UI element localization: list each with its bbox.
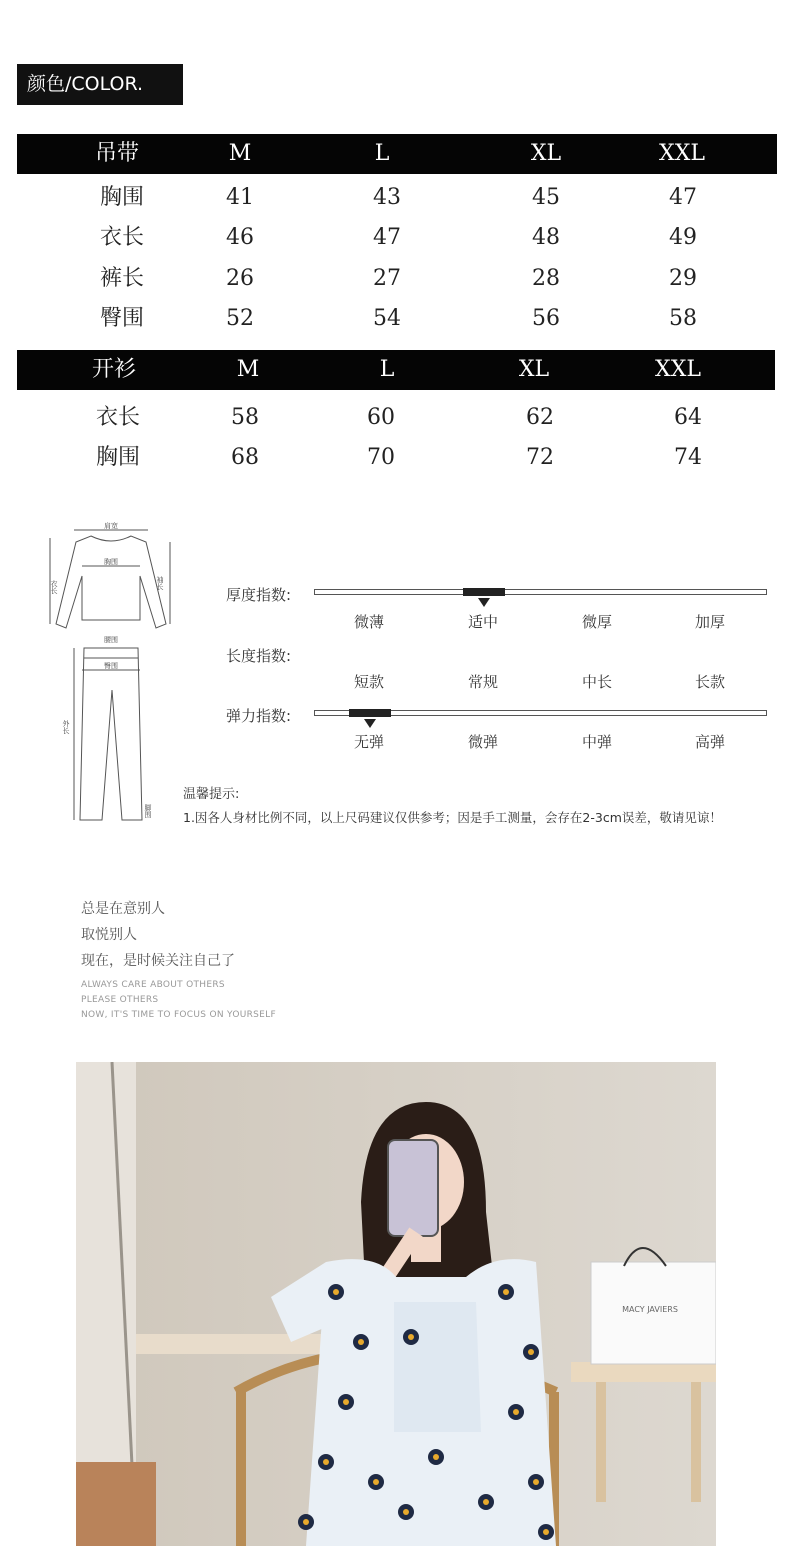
header-cell: M	[228, 141, 252, 166]
outer-length-label: 外长	[62, 720, 70, 734]
thickness-bar	[314, 589, 767, 595]
table-row	[0, 301, 790, 337]
row-label: 胸围	[95, 445, 140, 470]
camisole	[394, 1302, 481, 1432]
option-label: 微厚	[581, 613, 612, 631]
table-row	[0, 180, 790, 216]
table-row	[0, 261, 790, 297]
body-length-label: 衣长	[50, 580, 58, 594]
color-tag: 颜色/COLOR.	[17, 64, 183, 105]
elasticity-options	[0, 731, 790, 751]
thickness-arrow-icon	[478, 598, 490, 607]
table-row	[0, 440, 790, 476]
slogan-en-line: PLEASE OTHERS	[81, 995, 159, 1005]
table-cell: 48	[532, 225, 560, 250]
header-cell: XXL	[659, 141, 705, 166]
table-cell: 47	[373, 225, 401, 250]
table-cell: 68	[231, 445, 259, 470]
bag-text: MACY JAVIERS	[622, 1305, 678, 1314]
row-label: 胸围	[99, 185, 144, 210]
thickness-label: 厚度指数:	[226, 586, 292, 604]
length-options	[0, 671, 790, 691]
option-label: 中长	[581, 673, 612, 691]
option-label: 常规	[467, 673, 498, 691]
table-cell: 74	[674, 445, 702, 470]
waist-label: 腰围	[104, 636, 118, 644]
header-cell: L	[374, 141, 390, 166]
table-cell: 58	[231, 405, 259, 430]
slogan-line: 总是在意别人	[81, 901, 165, 917]
row-label: 臀围	[99, 306, 144, 331]
header-cell: 开衫	[91, 357, 136, 382]
option-label: 加厚	[694, 613, 725, 631]
option-label: 中弹	[581, 733, 612, 751]
table-cell: 26	[226, 266, 254, 291]
table-cell: 41	[226, 185, 254, 210]
leg-opening-label: 脚围	[144, 804, 152, 818]
table-cell: 43	[373, 185, 401, 210]
header-cell: 吊带	[94, 141, 139, 166]
camisole-table-header	[17, 134, 777, 174]
table-cell: 46	[226, 225, 254, 250]
option-label: 短款	[353, 673, 384, 691]
option-label: 高弹	[694, 733, 725, 751]
option-label: 微薄	[353, 613, 384, 631]
thickness-options	[0, 611, 790, 631]
floor	[76, 1462, 156, 1546]
table-cell: 56	[532, 306, 560, 331]
header-cell: XL	[530, 141, 562, 166]
table-cell: 70	[367, 445, 395, 470]
header-cell: M	[236, 357, 260, 382]
row-label: 裤长	[99, 266, 144, 291]
table-cell: 47	[669, 185, 697, 210]
table-cell: 60	[367, 405, 395, 430]
tips-title: 温馨提示:	[183, 787, 240, 802]
header-cell: XXL	[655, 357, 701, 382]
elasticity-label: 弹力指数:	[226, 707, 292, 725]
table-cell: 27	[373, 266, 401, 291]
table-cell: 49	[669, 225, 697, 250]
tips-line: 1.因各人身材比例不同，以上尺码建议仅供参考；因是手工测量，会存在2-3cm误差，敬请见谅！	[183, 810, 722, 825]
option-label: 微弹	[467, 733, 498, 751]
header-cell: XL	[518, 357, 550, 382]
length-label: 长度指数:	[226, 647, 292, 665]
table-cell: 52	[226, 306, 254, 331]
side-table	[571, 1362, 716, 1382]
table-row	[0, 400, 790, 436]
table-cell: 29	[669, 266, 697, 291]
slogan-line: 现在，是时候关注自己了	[81, 953, 235, 969]
slogan-en-line: NOW, IT'S TIME TO FOCUS ON YOURSELF	[81, 1010, 276, 1020]
header-cell: L	[379, 357, 395, 382]
hip-label: 臀围	[104, 662, 118, 670]
row-label: 衣长	[99, 225, 144, 250]
table-cell: 62	[526, 405, 554, 430]
table-cell: 58	[669, 306, 697, 331]
table-cell: 45	[532, 185, 560, 210]
product-photo	[76, 1062, 716, 1546]
phone	[388, 1140, 438, 1236]
table-cell: 54	[373, 306, 401, 331]
elasticity-arrow-icon	[364, 719, 376, 728]
thickness-marker	[463, 588, 505, 596]
sleeve-label: 袖长	[156, 576, 164, 590]
option-label: 适中	[467, 613, 498, 631]
cardigan-table-header	[17, 350, 775, 390]
elasticity-marker	[349, 709, 391, 717]
table-row	[0, 220, 790, 256]
slogan-en-line: ALWAYS CARE ABOUT OTHERS	[81, 980, 225, 990]
option-label: 长款	[694, 673, 725, 691]
table-cell: 28	[532, 266, 560, 291]
shoulder-label: 肩宽	[104, 522, 118, 530]
slogan-line: 取悦别人	[81, 927, 137, 943]
table-cell: 72	[526, 445, 554, 470]
option-label: 无弹	[353, 733, 384, 751]
table-cell: 64	[674, 405, 702, 430]
row-label: 衣长	[95, 405, 140, 430]
chest-label: 胸围	[104, 558, 118, 566]
